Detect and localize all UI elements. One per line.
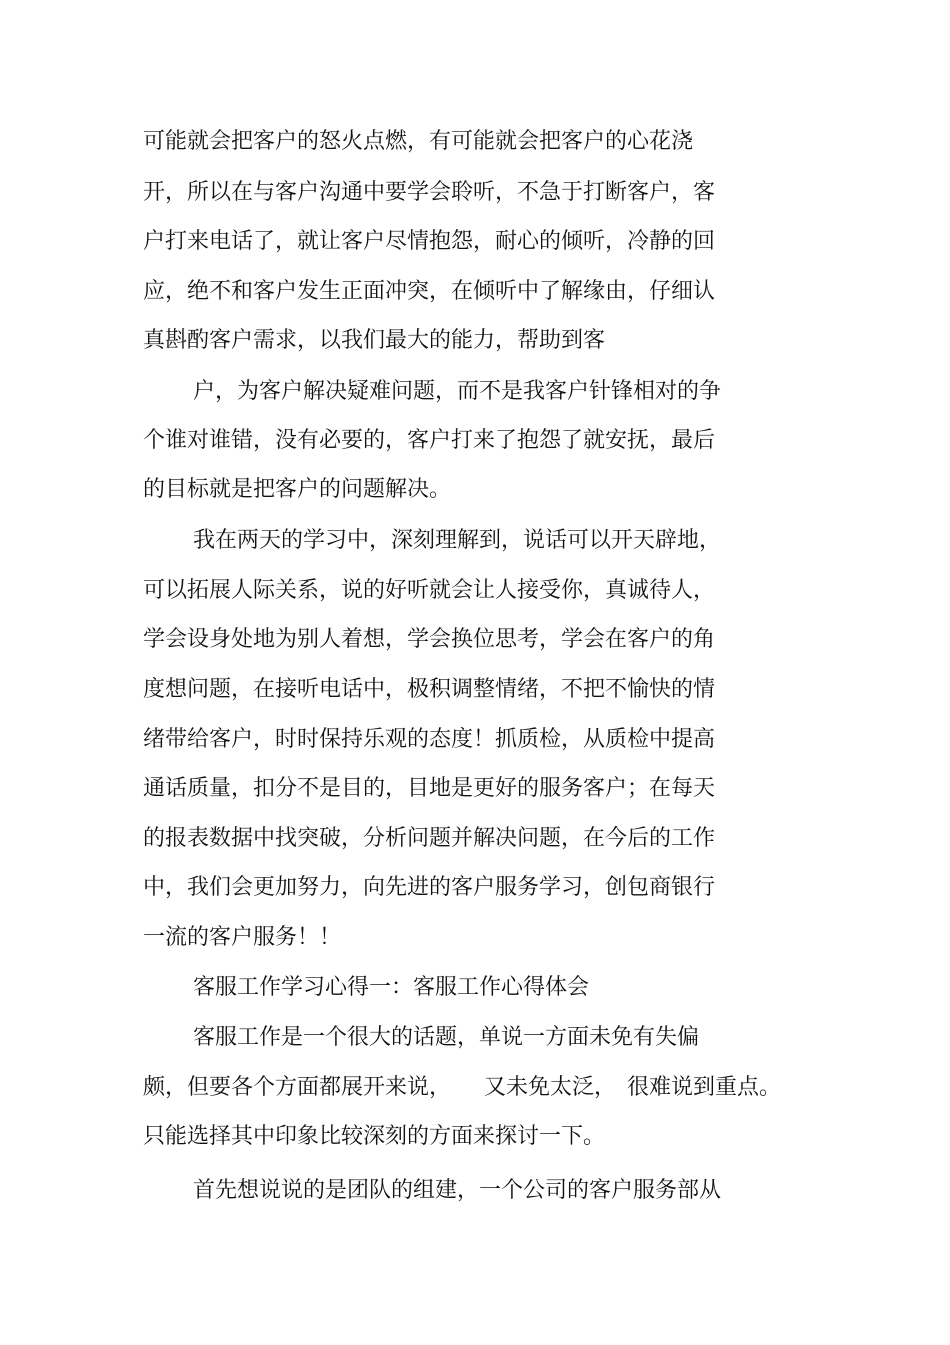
body-text-line: 中，我们会更加努力，向先进的客户服务学习，创包商银行 (143, 875, 716, 900)
paragraph-first-line: 客服工作是一个很大的话题，单说一方面未免有失偏 (193, 1025, 700, 1050)
body-text-line: 应，绝不和客户发生正面冲突，在倾听中了解缘由，仔细认 (143, 279, 716, 304)
body-text-line: 开，所以在与客户沟通中要学会聆听，不急于打断客户，客 (143, 180, 716, 205)
body-text-line: 可以拓展人际关系，说的好听就会让人接受你，真诚待人， (143, 578, 716, 603)
paragraph-first-line: 首先想说说的是团队的组建，一个公司的客户服务部从 (193, 1178, 722, 1203)
body-text-line: 的报表数据中找突破，分析问题并解决问题，在今后的工作 (143, 826, 716, 851)
paragraph-first-line: 户，为客户解决疑难问题，而不是我客户针锋相对的争 (193, 379, 722, 404)
body-text-line: 颇，但要各个方面都展开来说， 又未免太泛， 很难说到重点。 (143, 1075, 782, 1100)
body-text-line: 真斟酌客户需求，以我们最大的能力，帮助到客 (143, 328, 606, 353)
paragraph-first-line: 我在两天的学习中，深刻理解到，说话可以开天辟地， (193, 528, 722, 553)
body-text-line: 可能就会把客户的怒火点燃，有可能就会把客户的心花浇 (143, 129, 694, 154)
body-text-line: 度想问题，在接听电话中，极积调整情绪，不把不愉快的情 (143, 677, 716, 702)
section-heading: 客服工作学习心得一：客服工作心得体会 (193, 975, 590, 1000)
body-text-line: 学会设身处地为别人着想，学会换位思考，学会在客户的角 (143, 627, 716, 652)
body-text-line: 一流的客户服务！！ (143, 925, 342, 950)
body-text-line: 绪带给客户，时时保持乐观的态度！抓质检，从质检中提高 (143, 727, 716, 752)
body-text-line: 只能选择其中印象比较深刻的方面来探讨一下。 (143, 1124, 606, 1149)
body-text-line: 个谁对谁错，没有必要的，客户打来了抱怨了就安抚，最后 (143, 428, 716, 453)
body-text-line: 户打来电话了，就让客户尽情抱怨，耐心的倾听，冷静的回 (143, 229, 716, 254)
body-text-line: 通话质量，扣分不是目的，目地是更好的服务客户；在每天 (143, 776, 716, 801)
body-text-line: 的目标就是把客户的问题解决。 (143, 477, 452, 502)
